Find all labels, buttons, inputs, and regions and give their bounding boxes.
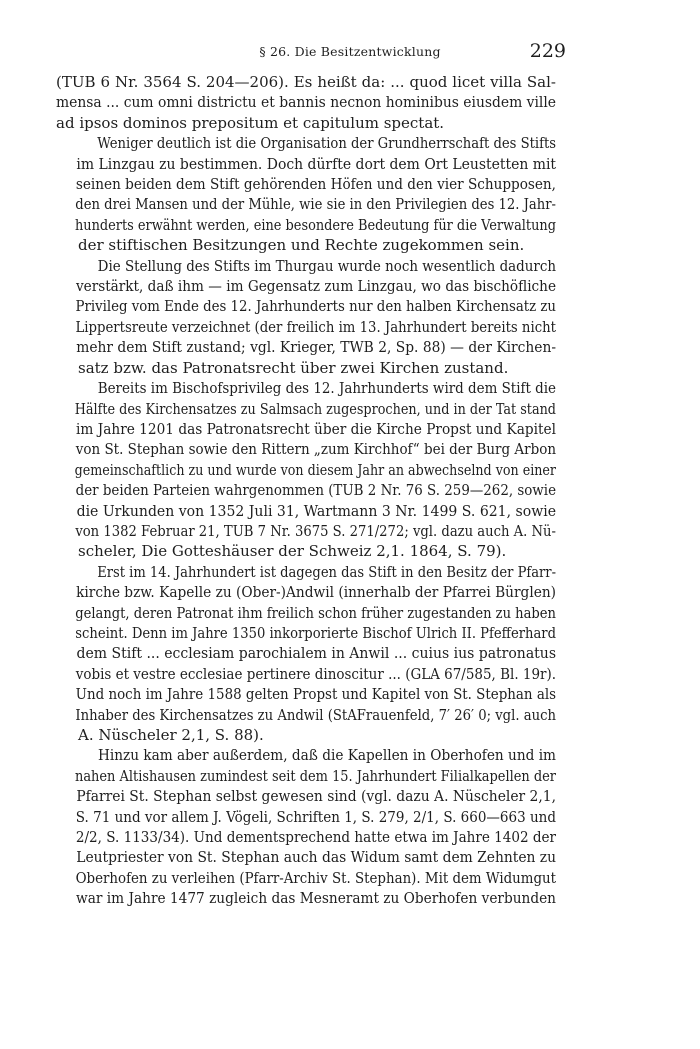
text-line: den drei Mansen und der Mühle, wie sie in den Privilegien des 12. Jahr- xyxy=(75,195,556,214)
text-line: scheler, Die Gotteshäuser der Schweiz 2,1. 1864, S. 79). xyxy=(78,542,507,561)
paragraph xyxy=(56,72,556,133)
body-text xyxy=(56,72,556,909)
text-line: Die Stellung des Stifts im Thurgau wurde noch wesentlich dadurch xyxy=(97,256,556,275)
text-line: gelangt, deren Patronat ihm freilich schon früher zugestanden zu haben xyxy=(75,603,557,622)
text-line: Erst im 14. Jahrhundert ist dagegen das Stift in den Besitz der Pfarr- xyxy=(97,562,557,581)
running-title: § 26. Die Besitzentwicklung xyxy=(259,44,441,59)
text-line: war im Jahre 1477 zugleich das Mesneramt zu Oberhofen verbunden xyxy=(76,889,557,908)
text-line: 2/2, S. 1133/34). Und dementsprechend hatte etwa im Jahre 1402 der xyxy=(75,828,556,847)
text-line: Pfarrei St. Stephan selbst gewesen sind (vgl. dazu A. Nüscheler 2,1, xyxy=(76,787,556,806)
text-line: Lippertsreute verzeichnet (der freilich im 13. Jahrhundert bereits nicht xyxy=(75,317,556,336)
text-line: Hinzu kam aber außerdem, daß die Kapellen in Oberhofen und im xyxy=(98,746,557,765)
text-line: S. 71 und vor allem J. Vögeli, Schriften 1, S. 279, 2/1, S. 660—663 und xyxy=(75,807,556,826)
text-line: A. Nüscheler 2,1, S. 88). xyxy=(78,726,264,744)
text-line: seinen beiden dem Stift gehörenden Höfen und den vier Schupposen, xyxy=(75,175,556,194)
text-line: Privileg vom Ende des 12. Jahrhunderts nur den halben Kirchensatz zu xyxy=(75,297,557,316)
text-line: der beiden Parteien wahrgenommen (TUB 2 Nr. 76 S. 259—262, sowie xyxy=(75,481,557,500)
text-line: Weniger deutlich ist die Organisation der Grundherrschaft des Stifts xyxy=(97,134,556,153)
text-line: mehr dem Stift zustand; vgl. Krieger, TWB 2, Sp. 88) — der Kirchen- xyxy=(76,338,557,357)
paragraph xyxy=(56,745,556,908)
text-line: vobis et vestre ecclesiae pertinere dinoscitur ... (GLA 67/585, Bl. 19r). xyxy=(75,664,556,683)
text-line: im Jahre 1201 das Patronatsrecht über die Kirche Propst und Kapitel xyxy=(76,419,556,438)
text-line: satz bzw. das Patronatsrecht über zwei Kirchen zustand. xyxy=(78,358,509,377)
text-line: Und noch im Jahre 1588 gelten Propst und Kapitel von St. Stephan als xyxy=(75,685,557,704)
text-line: hunderts erwähnt werden, eine besondere Bedeutung für die Verwaltung xyxy=(74,215,556,234)
paragraph xyxy=(56,256,556,378)
text-line: der stiftischen Besitzungen und Rechte zugekommen sein. xyxy=(78,236,525,255)
paragraph xyxy=(56,562,556,746)
text-line: Leutpriester von St. Stephan auch das Widum samt dem Zehnten zu xyxy=(76,848,556,867)
text-line: Oberhofen zu verleihen (Pfarr-Archiv St. Stephan). Mit dem Widumgut xyxy=(75,868,556,887)
text-line: scheint. Denn im Jahre 1350 inkorporierte Bischof Ulrich II. Pfefferhard xyxy=(75,623,556,642)
text-line: von 1382 Februar 21, TUB 7 Nr. 3675 S. 271/272; vgl. dazu auch A. Nü- xyxy=(75,521,556,540)
text-line: verstärkt, daß ihm — im Gegensatz zum Linzgau, wo das bischöfliche xyxy=(75,277,557,296)
text-line: Hälfte des Kirchensatzes zu Salmsach zugesprochen, und in der Tat stand xyxy=(74,399,556,418)
paragraph xyxy=(56,378,556,562)
text-line: Inhaber des Kirchensatzes zu Andwil (StAFrauenfeld, 7′ 26′ 0; vgl. auch xyxy=(75,705,557,724)
paragraph xyxy=(56,133,556,255)
text-line: kirche bzw. Kapelle zu (Ober-)Andwil (innerhalb der Pfarrei Bürglen) xyxy=(76,583,556,602)
text-line: mensa ... cum omni districtu et bannis necnon hominibus eiusdem ville xyxy=(56,93,556,112)
text-line: Bereits im Bischofsprivileg des 12. Jahrhunderts wird dem Stift die xyxy=(97,379,556,398)
text-line: die Urkunden von 1352 Juli 31, Wartmann 3 Nr. 1499 S. 621, sowie xyxy=(76,501,556,520)
text-line: von St. Stephan sowie den Rittern „zum Kirchhof“ bei der Burg Arbon xyxy=(75,440,556,459)
text-line: gemeinschaftlich zu und wurde von diesem Jahr an abwechselnd von einer xyxy=(74,460,556,479)
text-line: dem Stift ... ecclesiam parochialem in Anwil ... cuius ius patronatus xyxy=(76,644,556,663)
text-line: nahen Altishausen zumindest seit dem 15. Jahrhundert Filialkapellen der xyxy=(74,766,557,785)
text-line: ad ipsos dominos prepositum et capitulum spectat. xyxy=(56,113,445,132)
running-head xyxy=(0,40,700,64)
text-line: im Linzgau zu bestimmen. Doch dürfte dort dem Ort Leustetten mit xyxy=(76,154,557,173)
text-line: (TUB 6 Nr. 3564 S. 204—206). Es heißt da: ... quod licet villa Sal- xyxy=(56,73,556,91)
page-number: 229 xyxy=(529,40,566,62)
